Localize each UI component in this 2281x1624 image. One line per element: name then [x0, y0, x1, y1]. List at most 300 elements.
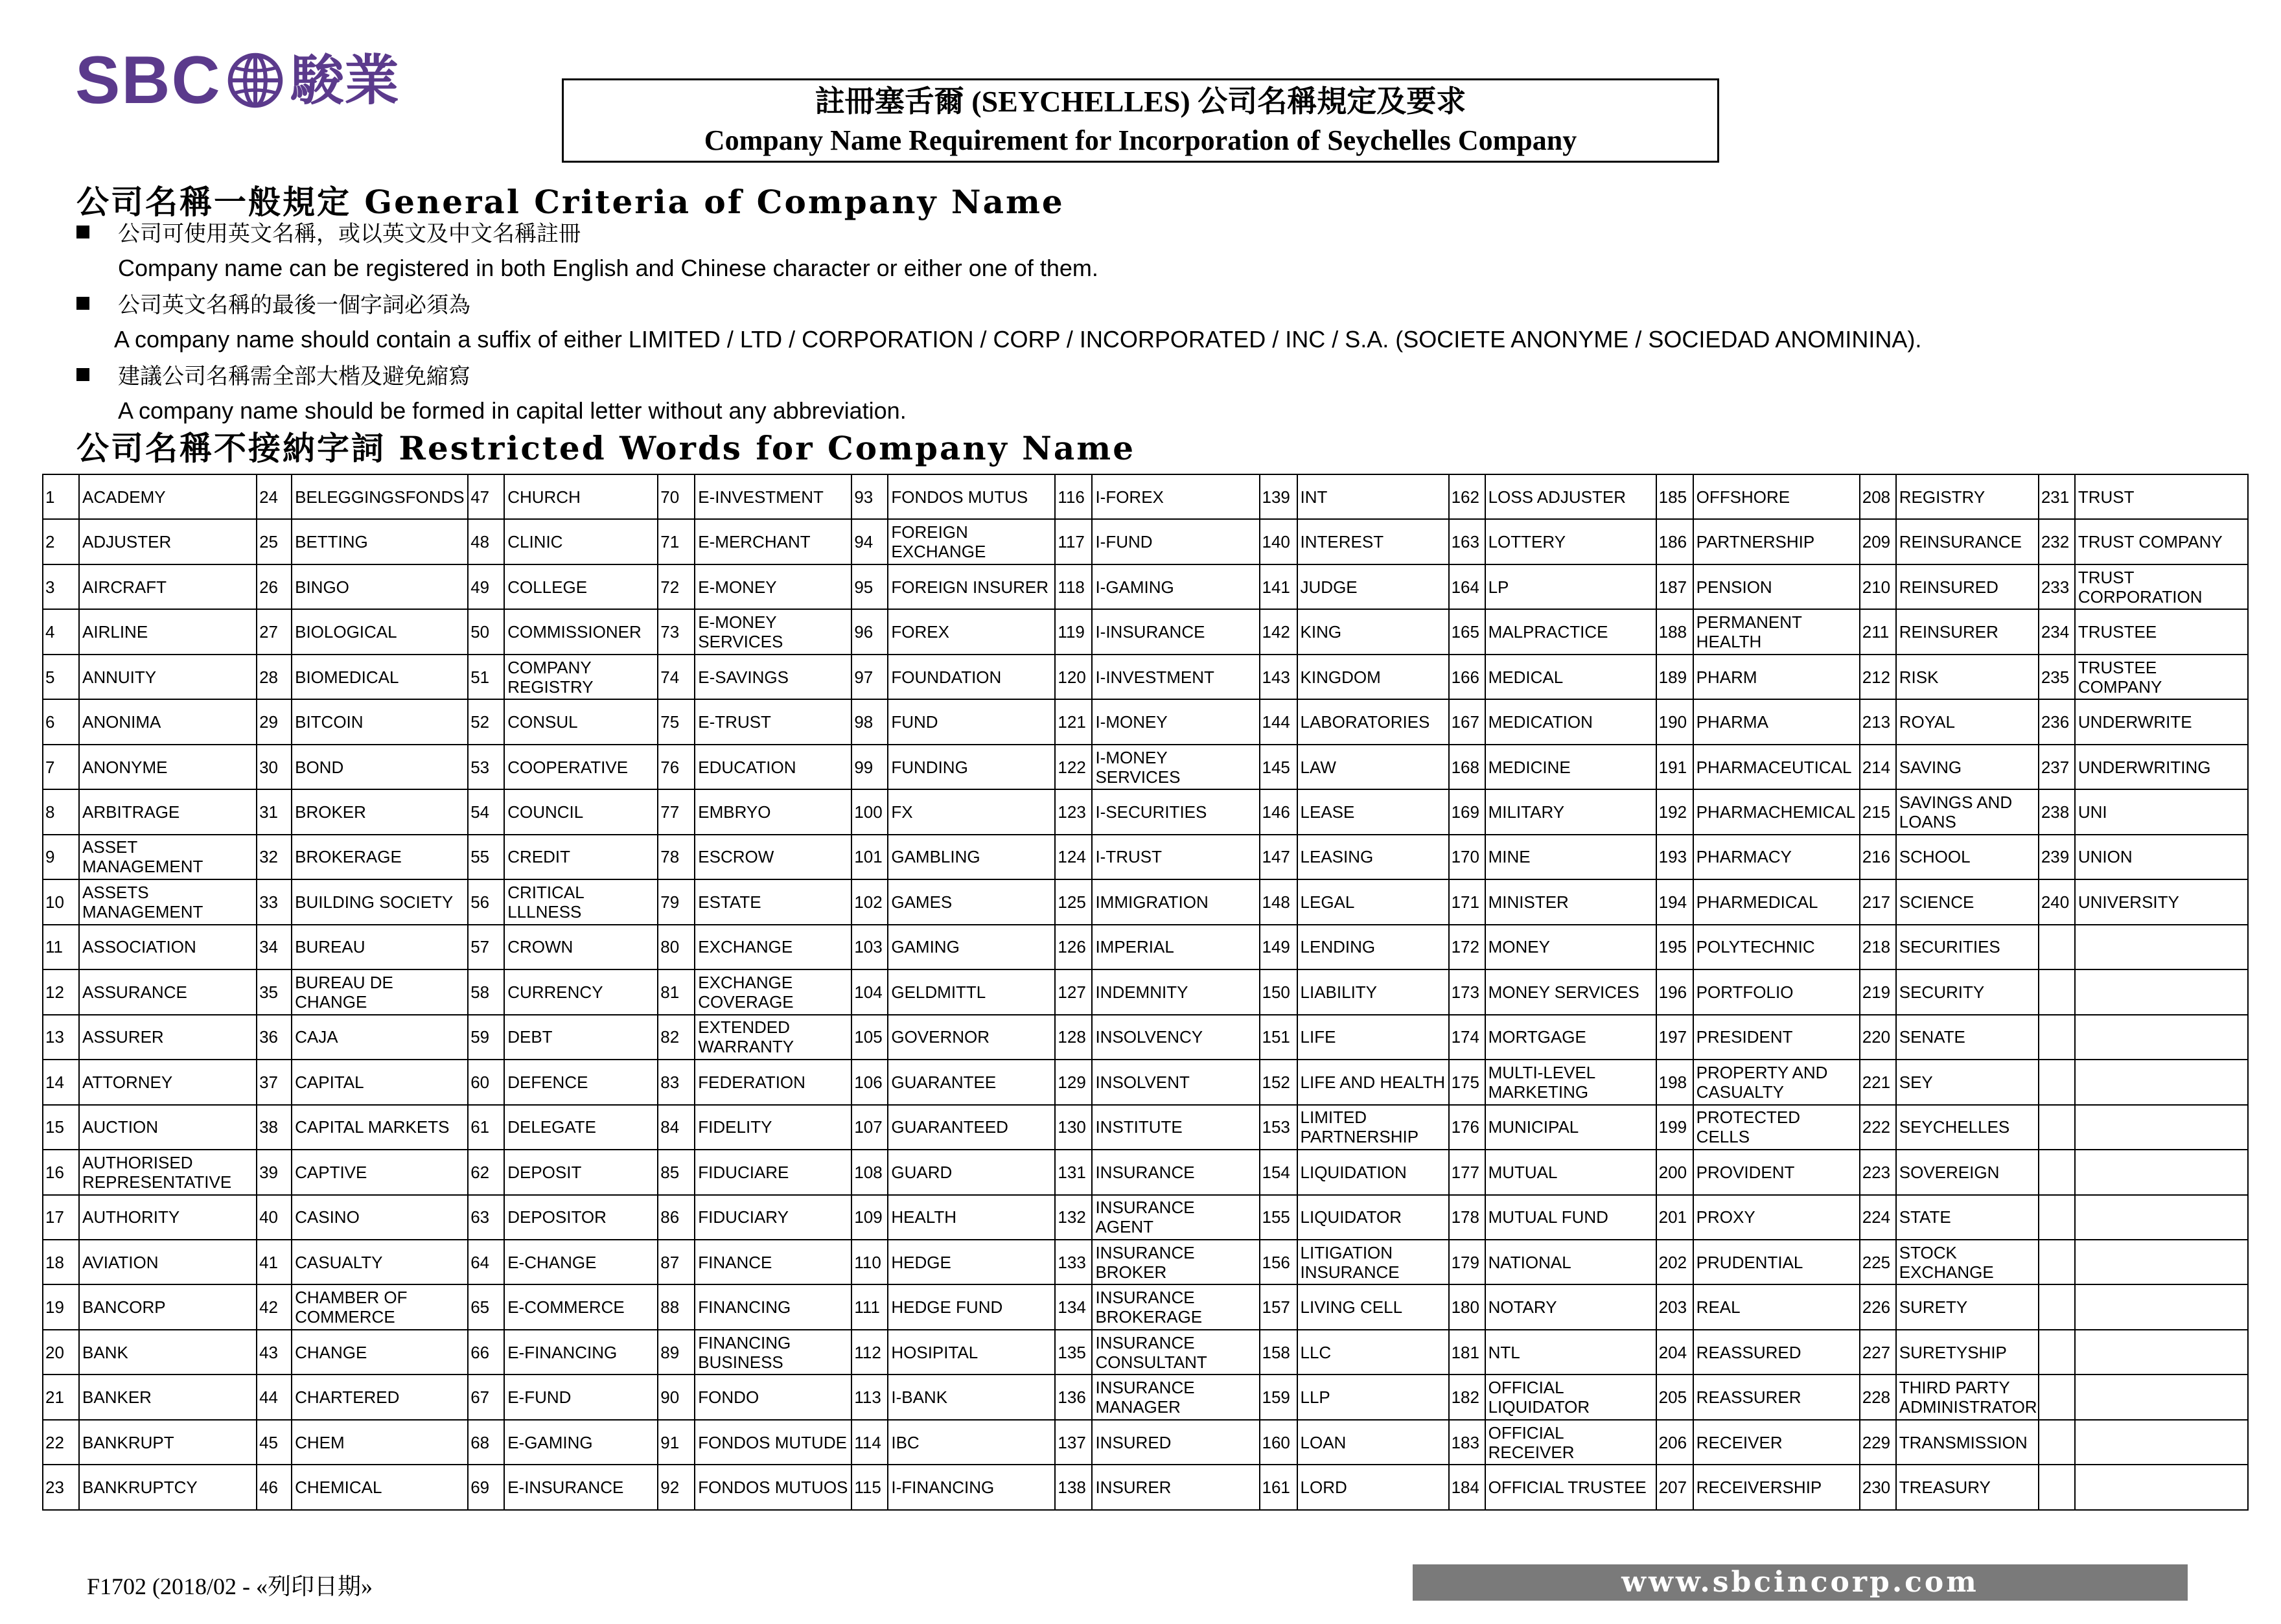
restricted-word-cell: BITCOIN [292, 699, 468, 744]
word-number-cell: 170 [1449, 835, 1485, 879]
word-number-cell: 82 [658, 1015, 695, 1060]
restricted-word-cell: INT [1297, 474, 1449, 519]
word-number-cell: 150 [1260, 969, 1297, 1014]
restricted-word-cell: AUTHORISED REPRESENTATIVE [79, 1150, 257, 1194]
restricted-word-cell [2075, 1150, 2248, 1194]
word-number-cell: 240 [2039, 879, 2075, 924]
restricted-word-cell: AVIATION [79, 1240, 257, 1284]
restricted-word-cell: REASSURER [1693, 1375, 1860, 1419]
restricted-word-cell: ADJUSTER [79, 519, 257, 564]
restricted-word-cell: MUTUAL [1485, 1150, 1656, 1194]
word-number-cell: 99 [851, 745, 888, 789]
word-number-cell: 29 [257, 699, 292, 744]
restricted-word-cell: PHARMACEUTICAL [1693, 745, 1860, 789]
word-number-cell: 131 [1055, 1150, 1092, 1194]
restricted-words-table [42, 474, 2249, 1511]
restricted-word-cell: INSOLVENCY [1092, 1015, 1259, 1060]
restricted-word-cell: FINANCE [695, 1240, 851, 1284]
word-number-cell: 130 [1055, 1105, 1092, 1150]
restricted-word-cell: E-CHANGE [504, 1240, 658, 1284]
restricted-word-cell: DEPOSIT [504, 1150, 658, 1194]
restricted-word-cell: MUNICIPAL [1485, 1105, 1656, 1150]
word-number-cell: 61 [468, 1105, 504, 1150]
restricted-word-cell: SECURITY [1896, 969, 2039, 1014]
restricted-word-cell: AUTHORITY [79, 1195, 257, 1240]
restricted-word-cell: LOAN [1297, 1420, 1449, 1465]
word-number-cell: 57 [468, 925, 504, 969]
restricted-word-cell: E-MONEY SERVICES [695, 609, 851, 654]
word-number-cell: 232 [2039, 519, 2075, 564]
word-number-cell [2039, 1375, 2075, 1419]
restricted-word-cell: SAVINGS AND LOANS [1896, 789, 2039, 834]
word-number-cell: 227 [1860, 1330, 1896, 1375]
restricted-word-cell: CLINIC [504, 519, 658, 564]
restricted-word-cell: E-COMMERCE [504, 1284, 658, 1329]
restricted-word-cell: BIOLOGICAL [292, 609, 468, 654]
word-number-cell: 185 [1656, 474, 1693, 519]
word-number-cell: 157 [1260, 1284, 1297, 1329]
restricted-word-cell: IMPERIAL [1092, 925, 1259, 969]
word-number-cell: 223 [1860, 1150, 1896, 1194]
word-number-cell: 237 [2039, 745, 2075, 789]
word-number-cell: 66 [468, 1330, 504, 1375]
word-number-cell: 218 [1860, 925, 1896, 969]
word-number-cell: 83 [658, 1060, 695, 1104]
word-number-cell: 183 [1449, 1420, 1485, 1465]
restricted-word-cell: BROKERAGE [292, 835, 468, 879]
word-number-cell: 38 [257, 1105, 292, 1150]
restricted-word-cell: LORD [1297, 1465, 1449, 1510]
word-number-cell: 139 [1260, 474, 1297, 519]
restricted-word-cell: GAMBLING [888, 835, 1055, 879]
word-number-cell: 182 [1449, 1375, 1485, 1419]
restricted-word-cell: ESCROW [695, 835, 851, 879]
table-row [43, 474, 2248, 519]
word-number-cell: 165 [1449, 609, 1485, 654]
word-number-cell: 198 [1656, 1060, 1693, 1104]
word-number-cell: 195 [1656, 925, 1693, 969]
word-number-cell: 155 [1260, 1195, 1297, 1240]
word-number-cell: 50 [468, 609, 504, 654]
word-number-cell: 31 [257, 789, 292, 834]
restricted-word-cell: FEDERATION [695, 1060, 851, 1104]
word-number-cell: 213 [1860, 699, 1896, 744]
bullet-1-english: Company name can be registered in both English and Chinese character or either one of them. [118, 255, 1098, 281]
restricted-word-cell: TRUST [2075, 474, 2248, 519]
restricted-word-cell: MEDICAL [1485, 655, 1656, 699]
word-number-cell [2039, 925, 2075, 969]
restricted-word-cell: THIRD PARTY ADMINISTRATOR [1896, 1375, 2039, 1419]
restricted-word-cell: PRUDENTIAL [1693, 1240, 1860, 1284]
bullet-2-english: A company name should contain a suffix of either LIMITED / LTD / CORPORATION / CORP / INCORPORATED / INC / S.A. (SOCIETE ANONYME / SOCIEDAD ANOMININA). [114, 326, 1922, 353]
restricted-word-cell: FIDUCIARE [695, 1150, 851, 1194]
restricted-word-cell: NATIONAL [1485, 1240, 1656, 1284]
word-number-cell: 161 [1260, 1465, 1297, 1510]
word-number-cell [2039, 1060, 2075, 1104]
restricted-word-cell [2075, 1060, 2248, 1104]
restricted-word-cell: PERMANENT HEALTH [1693, 609, 1860, 654]
word-number-cell: 101 [851, 835, 888, 879]
restricted-word-cell: STOCK EXCHANGE [1896, 1240, 2039, 1284]
restricted-word-cell: ARBITRAGE [79, 789, 257, 834]
section-heading-general-criteria: 公司名稱一般規定 General Criteria of Company Name [76, 183, 1065, 221]
word-number-cell: 89 [658, 1330, 695, 1375]
restricted-word-cell: CHEMICAL [292, 1465, 468, 1510]
word-number-cell: 23 [43, 1465, 79, 1510]
word-number-cell: 158 [1260, 1330, 1297, 1375]
restricted-word-cell: REAL [1693, 1284, 1860, 1329]
word-number-cell: 26 [257, 564, 292, 609]
restricted-word-cell [2075, 1375, 2248, 1419]
word-number-cell: 115 [851, 1465, 888, 1510]
restricted-word-cell: BELEGGINGSFONDS [292, 474, 468, 519]
restricted-word-cell: CONSUL [504, 699, 658, 744]
word-number-cell: 78 [658, 835, 695, 879]
restricted-word-cell: FINANCING BUSINESS [695, 1330, 851, 1375]
restricted-word-cell: PHARMA [1693, 699, 1860, 744]
word-number-cell: 126 [1055, 925, 1092, 969]
word-number-cell: 208 [1860, 474, 1896, 519]
restricted-word-cell [2075, 1240, 2248, 1284]
restricted-word-cell: SURETYSHIP [1896, 1330, 2039, 1375]
word-number-cell: 129 [1055, 1060, 1092, 1104]
restricted-word-cell: LAW [1297, 745, 1449, 789]
word-number-cell: 5 [43, 655, 79, 699]
word-number-cell: 121 [1055, 699, 1092, 744]
restricted-word-cell: LIFE [1297, 1015, 1449, 1060]
bullet-square-icon [76, 368, 89, 381]
restricted-word-cell: EXTENDED WARRANTY [695, 1015, 851, 1060]
restricted-word-cell: POLYTECHNIC [1693, 925, 1860, 969]
word-number-cell: 111 [851, 1284, 888, 1329]
restricted-word-cell: DEBT [504, 1015, 658, 1060]
restricted-word-cell: BANCORP [79, 1284, 257, 1329]
word-number-cell: 153 [1260, 1105, 1297, 1150]
bullet-2-chinese: 公司英文名稱的最後一個字詞必須為 [118, 292, 470, 318]
word-number-cell: 141 [1260, 564, 1297, 609]
restricted-word-cell: FOREIGN EXCHANGE [888, 519, 1055, 564]
word-number-cell: 74 [658, 655, 695, 699]
restricted-word-cell: LIFE AND HEALTH [1297, 1060, 1449, 1104]
restricted-word-cell: INSOLVENT [1092, 1060, 1259, 1104]
word-number-cell: 3 [43, 564, 79, 609]
restricted-word-cell: GUARANTEE [888, 1060, 1055, 1104]
restricted-word-cell: INSURANCE BROKER [1092, 1240, 1259, 1284]
restricted-word-cell: ACADEMY [79, 474, 257, 519]
word-number-cell [2039, 1105, 2075, 1150]
word-number-cell: 239 [2039, 835, 2075, 879]
word-number-cell: 49 [468, 564, 504, 609]
word-number-cell: 40 [257, 1195, 292, 1240]
title-english: Company Name Requirement for Incorporation of Seychelles Company [704, 124, 1577, 156]
restricted-word-cell: INSURED [1092, 1420, 1259, 1465]
word-number-cell: 234 [2039, 609, 2075, 654]
word-number-cell: 224 [1860, 1195, 1896, 1240]
word-number-cell: 177 [1449, 1150, 1485, 1194]
restricted-word-cell [2075, 1015, 2248, 1060]
word-number-cell: 70 [658, 474, 695, 519]
restricted-word-cell: INSTITUTE [1092, 1105, 1259, 1150]
word-number-cell: 221 [1860, 1060, 1896, 1104]
restricted-word-cell: ASSOCIATION [79, 925, 257, 969]
table-row [43, 699, 2248, 744]
word-number-cell: 171 [1449, 879, 1485, 924]
word-number-cell: 179 [1449, 1240, 1485, 1284]
word-number-cell: 215 [1860, 789, 1896, 834]
word-number-cell: 100 [851, 789, 888, 834]
restricted-word-cell: TRUST COMPANY [2075, 519, 2248, 564]
restricted-word-cell: OFFICIAL TRUSTEE [1485, 1465, 1656, 1510]
restricted-word-cell: PHARMACHEMICAL [1693, 789, 1860, 834]
table-row [43, 925, 2248, 969]
restricted-word-cell: FIDUCIARY [695, 1195, 851, 1240]
restricted-word-cell: ASSETS MANAGEMENT [79, 879, 257, 924]
word-number-cell: 178 [1449, 1195, 1485, 1240]
logo-text: SBC [75, 43, 222, 118]
word-number-cell: 103 [851, 925, 888, 969]
word-number-cell: 110 [851, 1240, 888, 1284]
word-number-cell: 30 [257, 745, 292, 789]
restricted-word-cell: INDEMNITY [1092, 969, 1259, 1014]
word-number-cell: 235 [2039, 655, 2075, 699]
table-row [43, 1195, 2248, 1240]
restricted-word-cell: COLLEGE [504, 564, 658, 609]
word-number-cell: 15 [43, 1105, 79, 1150]
word-number-cell: 174 [1449, 1015, 1485, 1060]
restricted-word-cell: LLP [1297, 1375, 1449, 1419]
bullet-1 [76, 219, 581, 248]
word-number-cell: 109 [851, 1195, 888, 1240]
word-number-cell: 238 [2039, 789, 2075, 834]
table-row [43, 1420, 2248, 1465]
word-number-cell: 212 [1860, 655, 1896, 699]
restricted-word-cell: OFFSHORE [1693, 474, 1860, 519]
restricted-word-cell: CHANGE [292, 1330, 468, 1375]
word-number-cell: 84 [658, 1105, 695, 1150]
restricted-word-cell: EXCHANGE [695, 925, 851, 969]
restricted-word-cell: EMBRYO [695, 789, 851, 834]
word-number-cell: 7 [43, 745, 79, 789]
word-number-cell: 21 [43, 1375, 79, 1419]
word-number-cell: 230 [1860, 1465, 1896, 1510]
restricted-word-cell: SAVING [1896, 745, 2039, 789]
restricted-word-cell: REINSURED [1896, 564, 2039, 609]
restricted-word-cell: PROTECTED CELLS [1693, 1105, 1860, 1150]
table-row [43, 655, 2248, 699]
word-number-cell: 187 [1656, 564, 1693, 609]
restricted-word-cell [2075, 925, 2248, 969]
table-row [43, 519, 2248, 564]
word-number-cell: 206 [1656, 1420, 1693, 1465]
word-number-cell: 116 [1055, 474, 1092, 519]
restricted-word-cell: BROKER [292, 789, 468, 834]
word-number-cell: 113 [851, 1375, 888, 1419]
table-row [43, 1240, 2248, 1284]
word-number-cell: 204 [1656, 1330, 1693, 1375]
restricted-word-cell: I-TRUST [1092, 835, 1259, 879]
restricted-word-cell: CHAMBER OF COMMERCE [292, 1284, 468, 1329]
title-chinese: 註冊塞舌爾 (SEYCHELLES) 公司名稱規定及要求 [815, 85, 1466, 118]
restricted-word-cell: SEY [1896, 1060, 2039, 1104]
word-number-cell: 190 [1656, 699, 1693, 744]
table-row [43, 1150, 2248, 1194]
restricted-word-cell: ANONIMA [79, 699, 257, 744]
restricted-word-cell: CAPTIVE [292, 1150, 468, 1194]
word-number-cell: 133 [1055, 1240, 1092, 1284]
bullet-square-icon [76, 297, 89, 310]
restricted-word-cell: INSURANCE [1092, 1150, 1259, 1194]
restricted-word-cell: DEFENCE [504, 1060, 658, 1104]
table-row [43, 1105, 2248, 1150]
restricted-word-cell: INSURANCE CONSULTANT [1092, 1330, 1259, 1375]
word-number-cell: 12 [43, 969, 79, 1014]
word-number-cell: 64 [468, 1240, 504, 1284]
word-number-cell: 125 [1055, 879, 1092, 924]
word-number-cell: 211 [1860, 609, 1896, 654]
word-number-cell: 16 [43, 1150, 79, 1194]
restricted-word-cell: OFFICIAL RECEIVER [1485, 1420, 1656, 1465]
restricted-word-cell: UNION [2075, 835, 2248, 879]
restricted-word-cell: SCIENCE [1896, 879, 2039, 924]
word-number-cell: 9 [43, 835, 79, 879]
restricted-word-cell: RECEIVERSHIP [1693, 1465, 1860, 1510]
table-row [43, 1060, 2248, 1104]
restricted-word-cell: CAPITAL [292, 1060, 468, 1104]
word-number-cell: 184 [1449, 1465, 1485, 1510]
word-number-cell: 90 [658, 1375, 695, 1419]
word-number-cell [2039, 969, 2075, 1014]
restricted-word-cell: BANKRUPTCY [79, 1465, 257, 1510]
word-number-cell: 43 [257, 1330, 292, 1375]
word-number-cell: 156 [1260, 1240, 1297, 1284]
restricted-word-cell: FONDOS MUTUS [888, 474, 1055, 519]
restricted-word-cell: LABORATORIES [1297, 699, 1449, 744]
word-number-cell: 147 [1260, 835, 1297, 879]
table-row [43, 1284, 2248, 1329]
restricted-word-cell: PROVIDENT [1693, 1150, 1860, 1194]
word-number-cell: 45 [257, 1420, 292, 1465]
website-bar: www.sbcincorp.com [1413, 1564, 2188, 1601]
restricted-word-cell: REASSURED [1693, 1330, 1860, 1375]
restricted-word-cell: LEASING [1297, 835, 1449, 879]
restricted-word-cell: FOUNDATION [888, 655, 1055, 699]
word-number-cell: 75 [658, 699, 695, 744]
restricted-word-cell: ASSURER [79, 1015, 257, 1060]
restricted-word-cell: DELEGATE [504, 1105, 658, 1150]
word-number-cell: 22 [43, 1420, 79, 1465]
word-number-cell: 219 [1860, 969, 1896, 1014]
restricted-word-cell: BUREAU [292, 925, 468, 969]
word-number-cell: 28 [257, 655, 292, 699]
restricted-word-cell: SECURITIES [1896, 925, 2039, 969]
bullet-3-english: A company name should be formed in capital letter without any abbreviation. [118, 397, 907, 424]
word-number-cell: 105 [851, 1015, 888, 1060]
word-number-cell: 47 [468, 474, 504, 519]
word-number-cell: 135 [1055, 1330, 1092, 1375]
restricted-word-cell: I-BANK [888, 1375, 1055, 1419]
restricted-word-cell: CAPITAL MARKETS [292, 1105, 468, 1150]
word-number-cell: 85 [658, 1150, 695, 1194]
bullet-3 [76, 362, 470, 391]
word-number-cell: 229 [1860, 1420, 1896, 1465]
restricted-word-cell: E-SAVINGS [695, 655, 851, 699]
restricted-word-cell: KING [1297, 609, 1449, 654]
word-number-cell: 91 [658, 1420, 695, 1465]
word-number-cell: 226 [1860, 1284, 1896, 1329]
restricted-word-cell: E-FINANCING [504, 1330, 658, 1375]
word-number-cell: 143 [1260, 655, 1297, 699]
restricted-word-cell [2075, 969, 2248, 1014]
restricted-word-cell: MILITARY [1485, 789, 1656, 834]
word-number-cell: 186 [1656, 519, 1693, 564]
word-number-cell [2039, 1420, 2075, 1465]
restricted-word-cell: PHARMACY [1693, 835, 1860, 879]
word-number-cell: 112 [851, 1330, 888, 1375]
word-number-cell: 77 [658, 789, 695, 834]
restricted-word-cell: OFFICIAL LIQUIDATOR [1485, 1375, 1656, 1419]
restricted-word-cell: REGISTRY [1896, 474, 2039, 519]
table-row [43, 1330, 2248, 1375]
word-number-cell: 24 [257, 474, 292, 519]
word-number-cell: 151 [1260, 1015, 1297, 1060]
word-number-cell: 123 [1055, 789, 1092, 834]
word-number-cell: 65 [468, 1284, 504, 1329]
restricted-word-cell: E-MERCHANT [695, 519, 851, 564]
restricted-word-cell: PRESIDENT [1693, 1015, 1860, 1060]
word-number-cell: 27 [257, 609, 292, 654]
word-number-cell: 175 [1449, 1060, 1485, 1104]
word-number-cell: 197 [1656, 1015, 1693, 1060]
restricted-word-cell: CRITICAL LLLNESS [504, 879, 658, 924]
word-number-cell: 142 [1260, 609, 1297, 654]
word-number-cell: 120 [1055, 655, 1092, 699]
restricted-word-cell: REINSURANCE [1896, 519, 2039, 564]
table-row [43, 969, 2248, 1014]
word-number-cell: 169 [1449, 789, 1485, 834]
word-number-cell: 17 [43, 1195, 79, 1240]
word-number-cell: 41 [257, 1240, 292, 1284]
word-number-cell: 128 [1055, 1015, 1092, 1060]
word-number-cell: 6 [43, 699, 79, 744]
word-number-cell: 214 [1860, 745, 1896, 789]
word-number-cell [2039, 1284, 2075, 1329]
table-row [43, 564, 2248, 609]
word-number-cell: 228 [1860, 1375, 1896, 1419]
word-number-cell: 145 [1260, 745, 1297, 789]
restricted-word-cell: GAMES [888, 879, 1055, 924]
word-number-cell: 202 [1656, 1240, 1693, 1284]
restricted-word-cell: EDUCATION [695, 745, 851, 789]
table-row [43, 879, 2248, 924]
restricted-word-cell: PENSION [1693, 564, 1860, 609]
table-row [43, 1465, 2248, 1510]
restricted-word-cell: MEDICATION [1485, 699, 1656, 744]
restricted-word-cell: FOREX [888, 609, 1055, 654]
restricted-word-cell: CASINO [292, 1195, 468, 1240]
restricted-word-cell: TRUSTEE [2075, 609, 2248, 654]
form-code: F1702 (2018/02 - «列印日期» [87, 1573, 373, 1599]
restricted-word-cell: GELDMITTL [888, 969, 1055, 1014]
restricted-word-cell: ASSURANCE [79, 969, 257, 1014]
restricted-word-cell: MONEY [1485, 925, 1656, 969]
restricted-word-cell: COOPERATIVE [504, 745, 658, 789]
restricted-word-cell: ANONYME [79, 745, 257, 789]
company-logo [75, 41, 399, 119]
restricted-word-cell: AIRLINE [79, 609, 257, 654]
restricted-word-cell: BANKRUPT [79, 1420, 257, 1465]
word-number-cell: 119 [1055, 609, 1092, 654]
word-number-cell: 55 [468, 835, 504, 879]
